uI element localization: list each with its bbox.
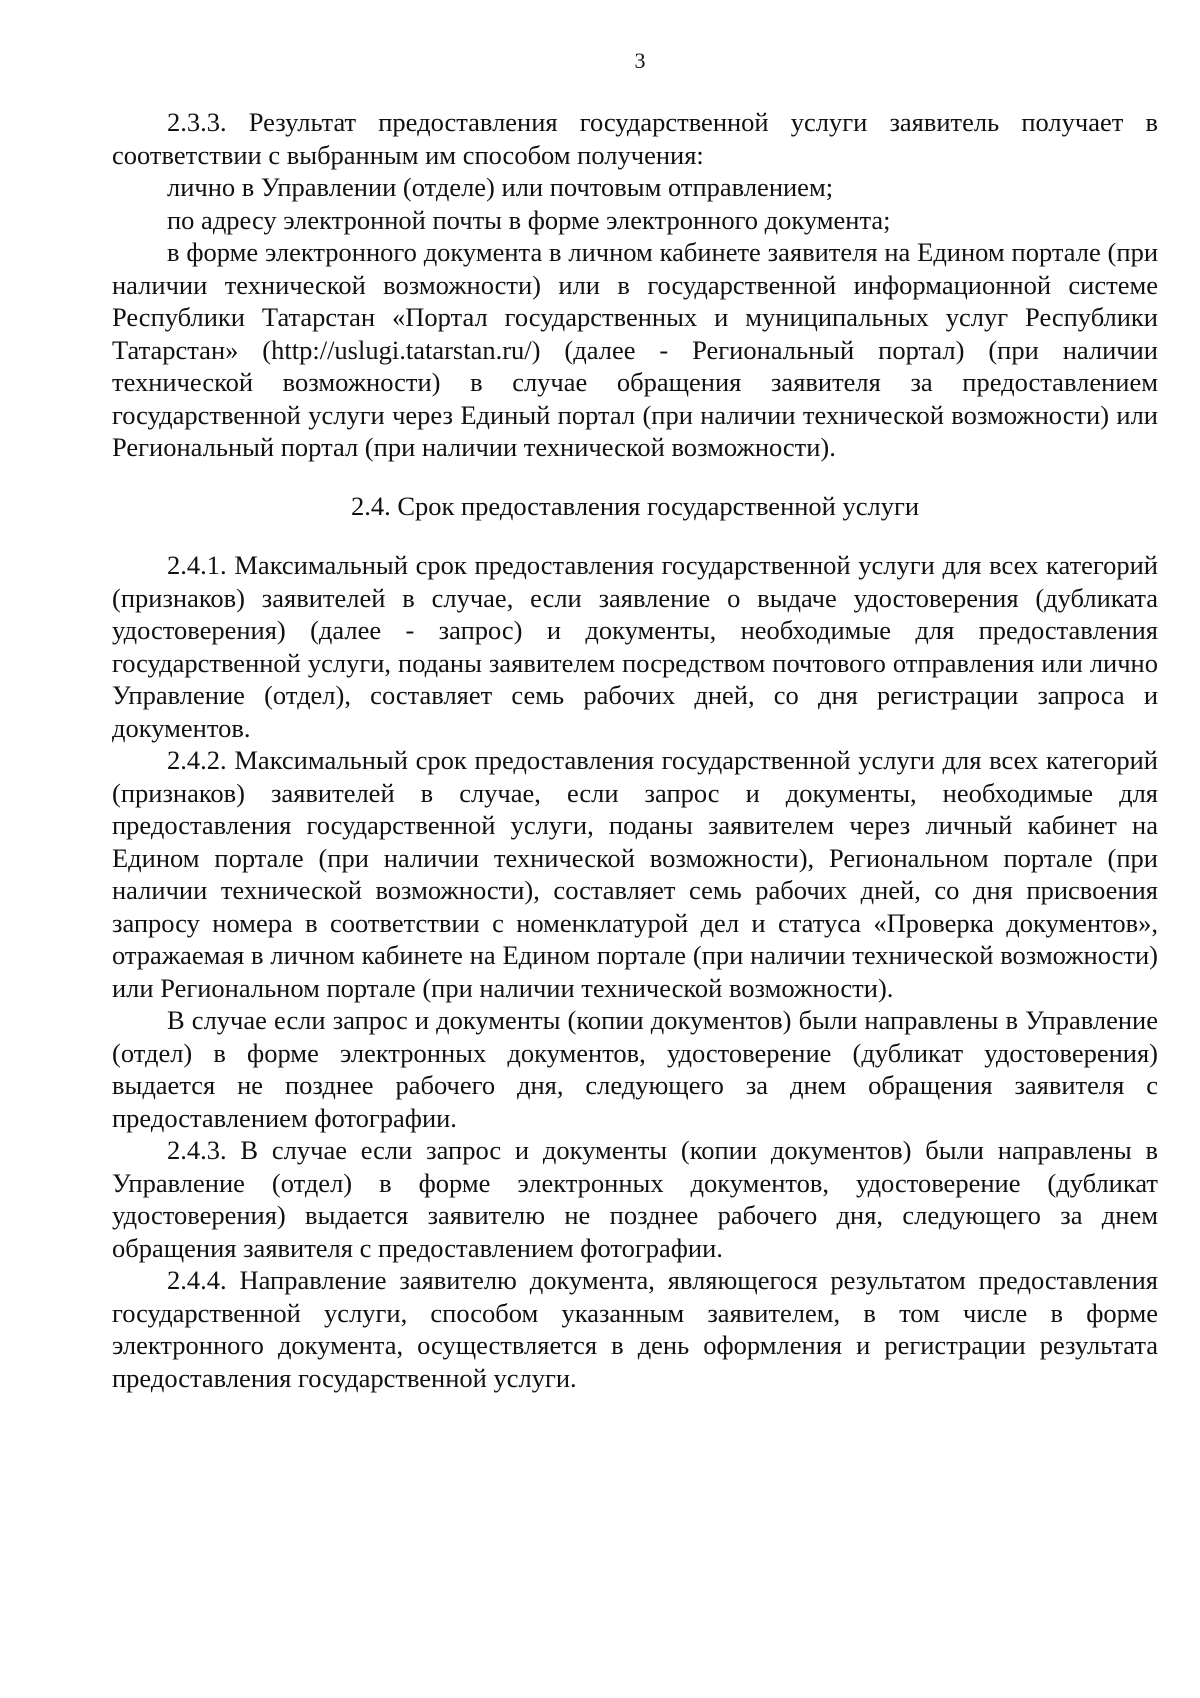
- paragraph-2-3-3-intro: [112, 106, 1158, 171]
- section-heading-2-4: 2.4. Срок предоставления государственной услуги: [350, 490, 920, 521]
- paragraph-2-4-2-continuation: В случае если запрос и документы (копии документов) были направлены в Управление (отдел) в форме электронных документов, удостоверение (дубликат удостоверения) выдается не позднее рабочего дня, следующего за днем обращения заявителя с предоставлением фотографии.: [112, 1005, 1158, 1133]
- paragraph-2-3-3-intro-text: 2.3.3. Результат предоставления государственной услуги заявитель получает в соответствии с выбранным им способом получения:: [112, 107, 1158, 170]
- paragraph-2-4-3: 2.4.3. В случае если запрос и документы (копии документов) были направлены в Управление (отдел) в форме электронных документов, удостоверение (дубликат удостоверения) выдается заявителю не позднее рабочего дня, следующего за днем обращения заявителя с предоставлением фотографии.: [112, 1135, 1158, 1263]
- paragraph-2-4-2: 2.4.2. Максимальный срок предоставления государственной услуги для всех категорий (признаков) заявителей в случае, если запрос и документы, необходимые для предоставления государственной услуги, поданы заявителем через личный кабинет на Едином портале (при наличии технической возможности), Региональном портале (при наличии технической возможности), составляет семь рабочих дней, со дня присвоения запросу номера в соответствии с номенклатурой дел и статуса «Проверка документов», отражаемая в личном кабинете на Едином портале (при наличии технической возможности) или Региональном портале (при наличии технической возможности).: [112, 745, 1158, 1003]
- paragraph-2-3-3-item-1: лично в Управлении (отделе) или почтовым отправлением;: [167, 172, 834, 202]
- paragraph-2-4-4: 2.4.4. Направление заявителю документа, являющегося результатом предоставления государственной услуги, способом указанным заявителем, в том числе в форме электронного документа, осуществляется в день оформления и регистрации результата предоставления государственной услуги.: [112, 1265, 1158, 1393]
- document-body: [112, 106, 1158, 1394]
- paragraph-2-4-1: 2.4.1. Максимальный срок предоставления государственной услуги для всех категорий (признаков) заявителей в случае, если заявление о выдаче удостоверения (дубликата удостоверения) (далее - запрос) и документы, необходимые для предоставления государственной услуги, поданы заявителем посредством почтового отправления или лично Управление (отдел), составляет семь рабочих дней, со дня регистрации запроса и документов.: [112, 550, 1158, 743]
- page-number: 3: [634, 48, 646, 73]
- paragraph-2-3-3-item-2: по адресу электронной почты в форме электронного документа;: [167, 204, 891, 235]
- paragraph-2-3-3-item-3: в форме электронного документа в личном кабинете заявителя на Едином портале (при наличии технической возможности) или в государственной информационной системе Республики Татарстан «Портал государственных и муниципальных услуг Республики Татарстан» (http://uslugi.tatarstan.ru/) (далее - Региональный портал) (при наличии технической возможности) в случае обращения заявителя за предоставлением государственной услуги через Единый портал (при наличии технической возможности) или Региональный портал (при наличии технической возможности).: [112, 237, 1158, 462]
